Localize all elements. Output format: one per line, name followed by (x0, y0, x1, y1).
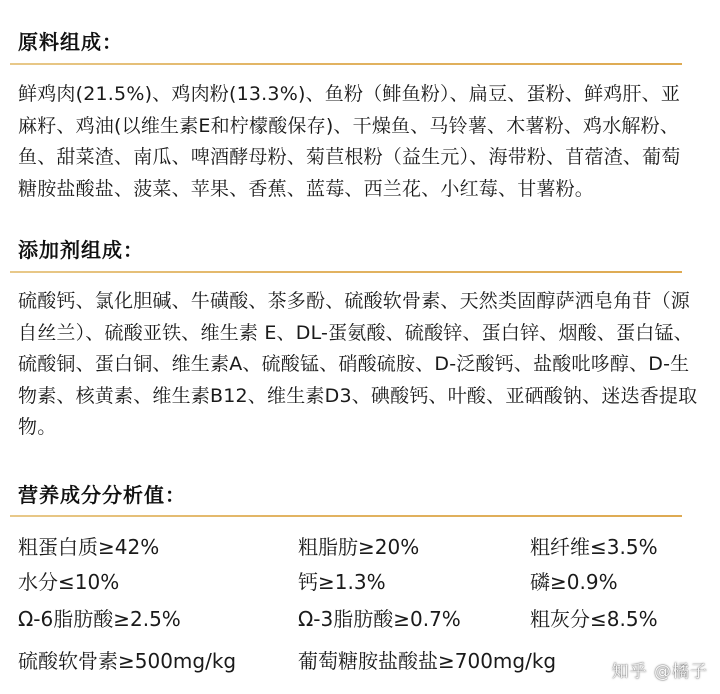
section-divider (10, 271, 682, 273)
nutrition-value: 葡萄糖胺盐酸盐≥700mg/kg (298, 649, 557, 673)
nutrition-row (18, 567, 708, 597)
nutrition-value: 磷≥0.9% (530, 570, 618, 594)
nutrition-title: 营养成分分析值： (18, 483, 186, 507)
nutrition-value: 钙≥1.3% (298, 570, 386, 594)
nutrition-value: 粗灰分≤8.5% (530, 607, 658, 631)
nutrition-value: 粗纤维≤3.5% (530, 535, 658, 559)
nutrition-value: Ω-6脂肪酸≥2.5% (18, 607, 181, 631)
additives-title: 添加剂组成： (18, 238, 144, 262)
nutrition-value: 粗脂肪≥20% (298, 535, 420, 559)
nutrition-value: Ω-3脂肪酸≥0.7% (298, 607, 461, 631)
section-divider (10, 63, 682, 65)
watermark: 知乎 @橘子 (611, 662, 708, 682)
ingredients-text: 鲜鸡肉(21.5%)、鸡肉粉(13.3%)、鱼粉（鲱鱼粉）、扁豆、蛋粉、鲜鸡肝、亚麻籽、鸡油(以维生素E和柠檬酸保存)、干燥鱼、马铃薯、木薯粉、鸡水解粉、鱼、甜菜渣、南瓜、啤酒酵母粉、菊苣根粉（益生元）、海带粉、苜蓿渣、葡萄糖胺盐酸盐、菠菜、苹果、香蕉、蓝莓、西兰花、小红莓、甘薯粉。 (18, 83, 681, 200)
nutrition-row (18, 604, 708, 634)
nutrition-value: 粗蛋白质≥42% (18, 535, 160, 559)
nutrition-row (18, 646, 708, 676)
nutrition-value: 硫酸软骨素≥500mg/kg (18, 649, 237, 673)
nutrition-value: 水分≤10% (18, 570, 120, 594)
additives-text: 硫酸钙、氯化胆碱、牛磺酸、茶多酚、硫酸软骨素、天然类固醇萨洒皂角苷（源自丝兰）、硫酸亚铁、维生素 E、DL-蛋氨酸、硫酸锌、蛋白锌、烟酸、蛋白锰、硫酸铜、蛋白铜、维生素A、硫酸锰、硝酸硫胺、D-泛酸钙、盐酸吡哆醇、D-生物素、核黄素、维生素B12、维生素D3、碘酸钙、叶酸、亚硒酸钠、迷迭香提取物。 (18, 290, 698, 439)
nutrition-row (18, 532, 708, 562)
ingredients-title: 原料组成： (18, 30, 123, 54)
section-divider (10, 515, 682, 517)
